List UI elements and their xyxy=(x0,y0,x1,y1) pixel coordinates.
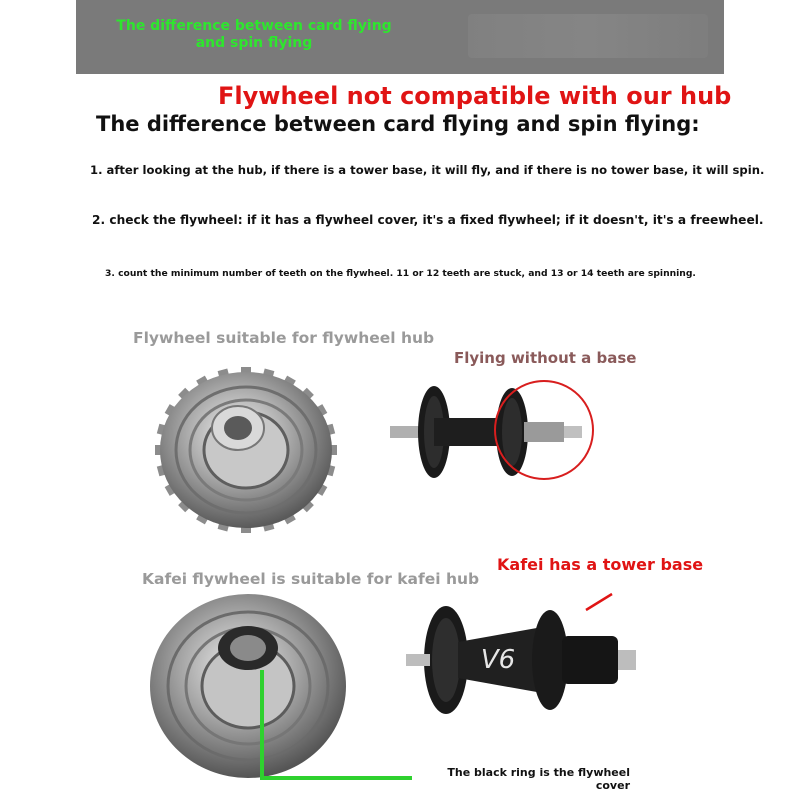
freewheel-caption: Flywheel suitable for flywheel hub xyxy=(133,329,435,347)
flywheel-cover-note: The black ring is the flywheel cover xyxy=(447,766,630,792)
tower-base-caption: Kafei has a tower base xyxy=(497,555,704,574)
banner-blurred-area xyxy=(468,14,708,58)
hub-brand-mark: V6 xyxy=(480,645,516,675)
no-base-caption: Flying without a base xyxy=(454,349,637,367)
step-2: 2. check the flywheel: if it has a flywheel cover, it's a fixed flywheel; if it doesn't, it's a freewheel. xyxy=(92,213,764,227)
top-banner xyxy=(76,0,724,74)
kafei-flywheel-caption: Kafei flywheel is suitable for kafei hub xyxy=(142,570,480,588)
headline: Flywheel not compatible with our hub xyxy=(218,82,732,110)
hub-no-base-image xyxy=(384,378,604,488)
step-1: 1. after looking at the hub, if there is a tower base, it will fly, and if there is no tower base, it will spin. xyxy=(90,163,765,177)
step-3: 3. count the minimum number of teeth on the flywheel. 11 or 12 teeth are stuck, and 13 or 14 teeth are spinning. xyxy=(105,268,696,279)
kafei-cassette-image xyxy=(148,590,418,790)
banner-text: The difference between card flying and spin flying xyxy=(116,18,392,51)
page-title: The difference between card flying and spin flying: xyxy=(96,112,700,136)
kafei-hub-image xyxy=(398,580,648,730)
freewheel-image xyxy=(148,362,344,538)
